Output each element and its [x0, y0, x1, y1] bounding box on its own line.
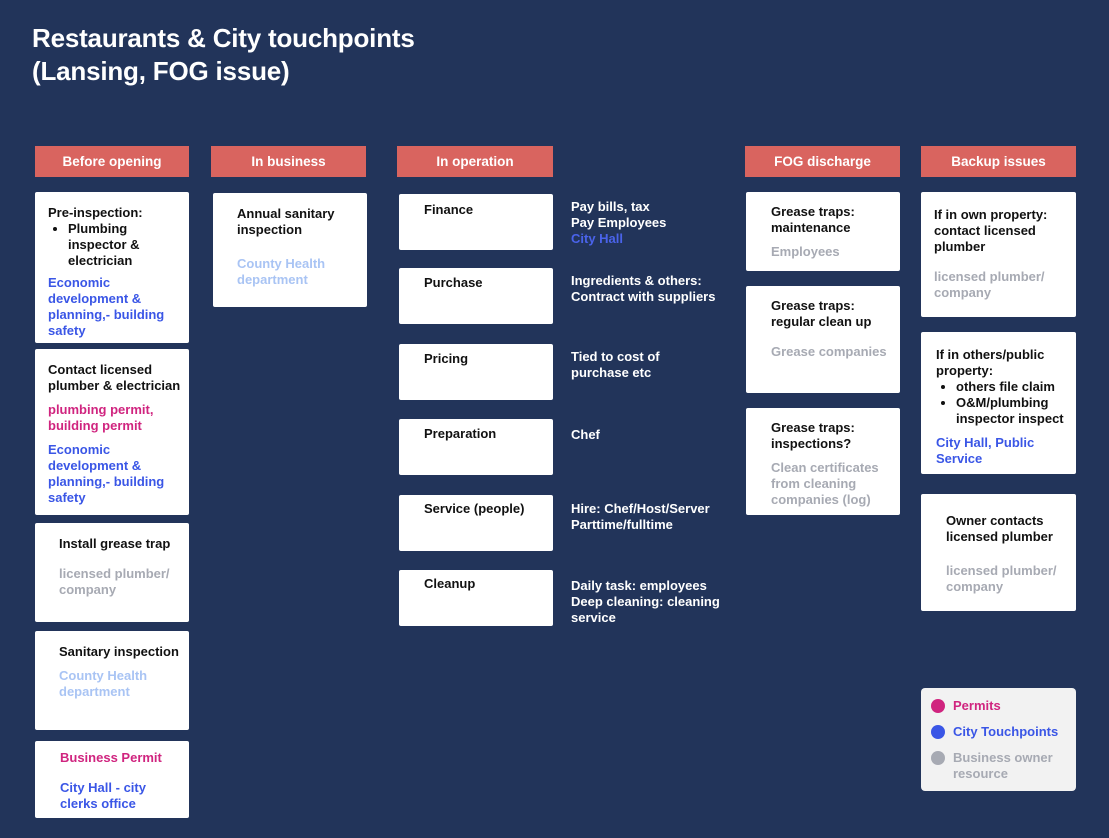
card-title: Owner contacts licensed plumber	[946, 513, 1053, 544]
page-title	[32, 22, 415, 88]
note-line: Deep cleaning: cleaning service	[571, 594, 720, 625]
note-line: Parttime/fulltime	[571, 517, 673, 532]
city-touchpoint: Economic development & planning,- building safety	[48, 275, 165, 338]
business-resource: licensed plumber/ company	[946, 563, 1057, 594]
note-line: Pay Employees	[571, 215, 667, 230]
card-title: Service (people)	[424, 501, 525, 516]
bullet-list	[936, 379, 1072, 427]
note-purchase: Ingredients & others: Contract with suppliers	[571, 273, 716, 304]
card-annual-sanitary-inspection	[213, 193, 367, 307]
permits-dot-icon	[931, 699, 945, 713]
city-touchpoint: City Hall	[571, 231, 624, 246]
card-title: Sanitary inspection	[59, 644, 179, 659]
card-title: If in others/public property:	[936, 347, 1045, 378]
card-title: Contact licensed plumber & electrician	[48, 362, 181, 393]
card-title: Grease traps: maintenance	[771, 204, 855, 235]
city-touchpoint: County Health department	[59, 668, 148, 699]
card-cleanup	[399, 570, 553, 626]
bullet-item: • Plumbing inspector & electrician	[68, 221, 183, 269]
note-cleanup	[571, 578, 731, 626]
legend-item-city-touchpoints	[931, 724, 1076, 740]
header-fog-discharge: FOG discharge	[745, 146, 900, 177]
card-title: Preparation	[424, 426, 497, 441]
note-service	[571, 501, 731, 533]
legend-label: Permits	[953, 698, 1001, 713]
card-title: If in own property: contact licensed plumber	[934, 207, 1048, 254]
note-finance	[571, 199, 731, 247]
card-service	[399, 495, 553, 551]
header-in-operation: In operation	[397, 146, 553, 177]
header-in-business: In business	[211, 146, 366, 177]
card-business-permit	[35, 741, 189, 818]
city-touchpoints-dot-icon	[931, 725, 945, 739]
note-line: Pay bills, tax	[571, 199, 650, 214]
card-title: Grease traps: regular clean up	[771, 298, 872, 329]
card-install-grease-trap	[35, 523, 189, 622]
card-grease-traps-maintenance	[746, 192, 900, 271]
card-title: Finance	[424, 202, 474, 217]
legend-label: City Touchpoints	[953, 724, 1059, 739]
card-title: Install grease trap	[59, 536, 171, 551]
city-touchpoint: County Health department	[237, 256, 326, 287]
city-touchpoint: City Hall, Public Service	[936, 435, 1035, 466]
city-touchpoint: Economic development & planning,- building safety	[48, 442, 165, 505]
permit-label: Business Permit	[60, 750, 162, 765]
card-title: Purchase	[424, 275, 483, 290]
business-resource: licensed plumber/ company	[934, 269, 1045, 300]
note-pricing: Tied to cost of purchase etc	[571, 349, 660, 380]
business-resource: Employees	[771, 244, 840, 259]
header-backup-issues: Backup issues	[921, 146, 1076, 177]
note-preparation: Chef	[571, 427, 600, 442]
business-resource: licensed plumber/ company	[59, 566, 170, 597]
legend-label: Business owner resource	[953, 750, 1053, 781]
card-finance	[399, 194, 553, 250]
card-title: Pre-inspection:	[48, 205, 143, 220]
card-sanitary-inspection	[35, 631, 189, 730]
card-own-property	[921, 192, 1076, 317]
city-touchpoint: City Hall - city clerks office	[60, 780, 146, 811]
business-resource-dot-icon	[931, 751, 945, 765]
business-resource: Clean certificates from cleaning companies (log)	[771, 460, 879, 507]
legend-item-business-resource	[931, 750, 1076, 782]
permit-label: plumbing permit, building permit	[48, 402, 154, 433]
card-preparation	[399, 419, 553, 475]
card-others-property	[921, 332, 1076, 474]
card-title: Annual sanitary inspection	[237, 206, 335, 237]
card-pre-inspection	[35, 192, 189, 343]
bullet-list	[48, 221, 183, 269]
header-before-opening: Before opening	[35, 146, 189, 177]
note-line: Daily task: employees	[571, 578, 707, 593]
bullet-item: • O&M/plumbing inspector inspect	[956, 395, 1072, 427]
card-purchase	[399, 268, 553, 324]
card-title: Cleanup	[424, 576, 476, 591]
title-line-2: (Lansing, FOG issue)	[32, 56, 290, 86]
business-resource: Grease companies	[771, 344, 887, 359]
card-owner-contacts	[921, 494, 1076, 611]
card-title: Grease traps: inspections?	[771, 420, 855, 451]
note-line: Hire: Chef/Host/Server	[571, 501, 710, 516]
title-line-1: Restaurants & City touchpoints	[32, 23, 415, 53]
card-contact-plumber	[35, 349, 189, 515]
bullet-item: • others file claim	[956, 379, 1072, 395]
legend	[921, 688, 1076, 791]
card-pricing	[399, 344, 553, 400]
card-grease-traps-inspections	[746, 408, 900, 515]
legend-item-permits	[931, 698, 1076, 714]
card-title: Pricing	[424, 351, 469, 366]
card-grease-traps-cleanup	[746, 286, 900, 393]
